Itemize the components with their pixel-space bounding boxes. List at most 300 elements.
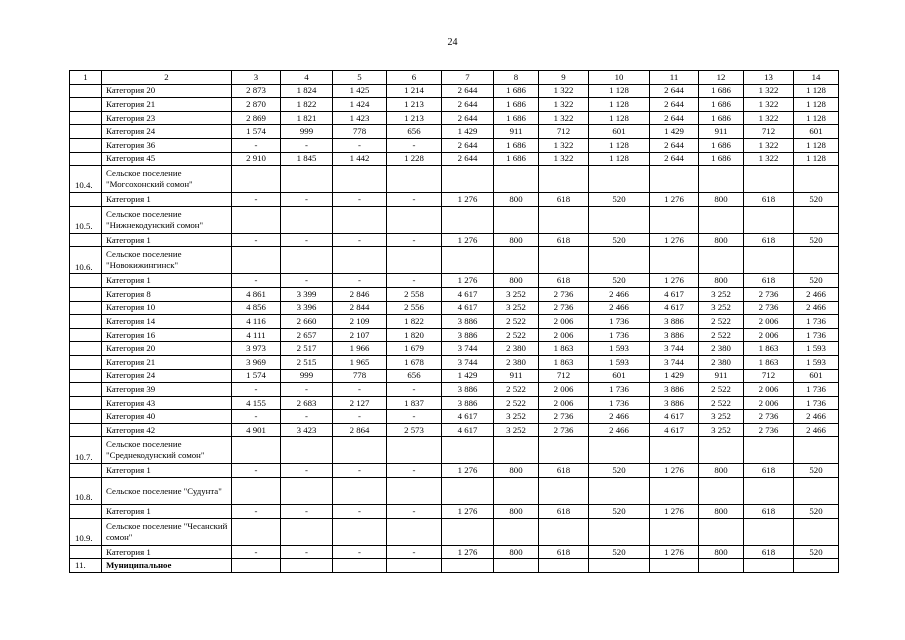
value-cell <box>794 166 839 193</box>
value-cell: 2 380 <box>699 355 744 369</box>
value-cell <box>387 247 442 274</box>
value-cell <box>699 559 744 573</box>
value-cell: 1 128 <box>794 98 839 112</box>
value-cell: 1 128 <box>589 84 650 98</box>
value-cell: 2 846 <box>333 287 387 301</box>
value-cell <box>539 559 589 573</box>
value-cell: 2 006 <box>539 396 589 410</box>
value-cell: 520 <box>589 233 650 247</box>
value-cell: 1 276 <box>650 464 699 478</box>
value-cell: 4 116 <box>232 315 281 329</box>
row-name: Категория 20 <box>102 84 232 98</box>
value-cell: 2 644 <box>442 84 494 98</box>
value-cell: 800 <box>699 464 744 478</box>
value-cell: 2 522 <box>494 383 539 397</box>
value-cell <box>442 166 494 193</box>
value-cell: 1 686 <box>494 138 539 152</box>
value-cell: - <box>232 383 281 397</box>
value-cell <box>650 437 699 464</box>
value-cell <box>744 247 794 274</box>
value-cell: 1 128 <box>589 152 650 166</box>
value-cell: 1 686 <box>494 84 539 98</box>
value-cell: - <box>232 138 281 152</box>
value-cell: - <box>387 274 442 288</box>
value-cell <box>442 206 494 233</box>
value-cell <box>232 206 281 233</box>
value-cell: 1 593 <box>794 355 839 369</box>
value-cell <box>589 437 650 464</box>
section-row <box>70 518 839 545</box>
value-cell: - <box>387 464 442 478</box>
value-cell: 1 322 <box>539 84 589 98</box>
value-cell: 2 644 <box>650 84 699 98</box>
section-row <box>70 478 839 505</box>
value-cell <box>589 206 650 233</box>
value-cell <box>387 559 442 573</box>
value-cell: 1 686 <box>699 111 744 125</box>
value-cell <box>650 518 699 545</box>
header-cell: 5 <box>333 71 387 85</box>
row-name: Категория 1 <box>102 505 232 519</box>
value-cell: - <box>232 193 281 207</box>
value-cell: 2 870 <box>232 98 281 112</box>
value-cell: 3 886 <box>442 396 494 410</box>
header-cell: 14 <box>794 71 839 85</box>
header-cell: 13 <box>744 71 794 85</box>
value-cell <box>333 247 387 274</box>
value-cell <box>539 518 589 545</box>
value-cell <box>442 478 494 505</box>
table-row <box>70 355 839 369</box>
value-cell: 3 744 <box>650 355 699 369</box>
row-code <box>70 125 102 139</box>
value-cell: - <box>387 505 442 519</box>
value-cell: 2 644 <box>650 111 699 125</box>
value-cell: 2 556 <box>387 301 442 315</box>
value-cell: 800 <box>494 545 539 559</box>
value-cell: - <box>387 138 442 152</box>
value-cell <box>333 518 387 545</box>
value-cell: 2 006 <box>539 328 589 342</box>
table-row <box>70 315 839 329</box>
table-row <box>70 233 839 247</box>
value-cell: - <box>333 545 387 559</box>
row-code <box>70 233 102 247</box>
table-row <box>70 111 839 125</box>
value-cell: 2 522 <box>494 315 539 329</box>
value-cell <box>281 206 333 233</box>
value-cell: 520 <box>794 274 839 288</box>
row-code: 10.9. <box>70 518 102 545</box>
value-cell: 1 429 <box>650 125 699 139</box>
value-cell: - <box>281 545 333 559</box>
row-code: 10.6. <box>70 247 102 274</box>
value-cell: - <box>281 138 333 152</box>
row-code <box>70 193 102 207</box>
value-cell: 2 522 <box>699 315 744 329</box>
value-cell: - <box>387 545 442 559</box>
value-cell: 3 744 <box>442 355 494 369</box>
row-code <box>70 355 102 369</box>
value-cell: 3 973 <box>232 342 281 356</box>
value-cell: 1 213 <box>387 111 442 125</box>
value-cell: 618 <box>539 193 589 207</box>
header-cell: 6 <box>387 71 442 85</box>
value-cell: 2 466 <box>794 301 839 315</box>
value-cell: 520 <box>794 193 839 207</box>
value-cell: 1 863 <box>744 342 794 356</box>
table-row <box>70 342 839 356</box>
value-cell: 3 744 <box>442 342 494 356</box>
value-cell <box>387 518 442 545</box>
value-cell: 1 322 <box>539 98 589 112</box>
value-cell: 2 380 <box>494 342 539 356</box>
value-cell <box>794 437 839 464</box>
value-cell: 2 127 <box>333 396 387 410</box>
value-cell: - <box>333 274 387 288</box>
value-cell: - <box>232 505 281 519</box>
value-cell: 911 <box>699 369 744 383</box>
value-cell: 999 <box>281 125 333 139</box>
value-cell: 2 736 <box>744 287 794 301</box>
row-name: Категория 42 <box>102 423 232 437</box>
value-cell: 1 276 <box>650 193 699 207</box>
value-cell: 800 <box>699 545 744 559</box>
row-code <box>70 369 102 383</box>
row-name: Категория 21 <box>102 98 232 112</box>
value-cell: 2 683 <box>281 396 333 410</box>
value-cell <box>794 247 839 274</box>
value-cell: 4 617 <box>650 287 699 301</box>
value-cell: 2 522 <box>699 396 744 410</box>
header-cell: 2 <box>102 71 232 85</box>
table-row <box>70 423 839 437</box>
value-cell: 618 <box>744 545 794 559</box>
value-cell: 1 128 <box>589 111 650 125</box>
value-cell: 1 276 <box>442 233 494 247</box>
page-number: 24 <box>447 37 458 48</box>
value-cell: - <box>333 410 387 424</box>
value-cell: 2 736 <box>539 410 589 424</box>
value-cell: 3 252 <box>699 301 744 315</box>
value-cell <box>539 437 589 464</box>
value-cell: 2 573 <box>387 423 442 437</box>
value-cell: 1 686 <box>494 98 539 112</box>
row-code <box>70 111 102 125</box>
value-cell: 3 969 <box>232 355 281 369</box>
value-cell: 911 <box>699 125 744 139</box>
value-cell: 1 593 <box>794 342 839 356</box>
value-cell: - <box>333 383 387 397</box>
value-cell: - <box>387 233 442 247</box>
value-cell <box>281 166 333 193</box>
value-cell: - <box>333 464 387 478</box>
value-cell: 1 276 <box>442 274 494 288</box>
value-cell <box>387 206 442 233</box>
value-cell: 1 686 <box>494 111 539 125</box>
value-cell: - <box>333 193 387 207</box>
value-cell <box>744 478 794 505</box>
value-cell <box>232 437 281 464</box>
value-cell <box>232 247 281 274</box>
value-cell <box>442 437 494 464</box>
row-code <box>70 328 102 342</box>
row-name: Категория 24 <box>102 125 232 139</box>
value-cell: 618 <box>744 233 794 247</box>
table-row <box>70 396 839 410</box>
row-name: Категория 1 <box>102 233 232 247</box>
row-name: Категория 36 <box>102 138 232 152</box>
value-cell: 2 644 <box>650 98 699 112</box>
value-cell: 911 <box>494 125 539 139</box>
row-code <box>70 383 102 397</box>
value-cell <box>744 518 794 545</box>
value-cell: 2 558 <box>387 287 442 301</box>
value-cell: 2 736 <box>539 287 589 301</box>
value-cell: 2 873 <box>232 84 281 98</box>
value-cell: 2 736 <box>744 410 794 424</box>
value-cell: 3 252 <box>494 423 539 437</box>
value-cell: 1 276 <box>650 233 699 247</box>
value-cell: 2 006 <box>744 328 794 342</box>
value-cell: 4 617 <box>442 423 494 437</box>
row-name: Сельское поселение "Чесанский сомон" <box>102 518 232 545</box>
value-cell: 712 <box>539 369 589 383</box>
value-cell: 618 <box>744 193 794 207</box>
value-cell <box>333 437 387 464</box>
value-cell <box>650 166 699 193</box>
table-row <box>70 410 839 424</box>
value-cell <box>699 478 744 505</box>
value-cell: 3 886 <box>650 315 699 329</box>
row-name: Сельское поселение "Могсохонский сомон" <box>102 166 232 193</box>
row-code <box>70 274 102 288</box>
value-cell: 1 442 <box>333 152 387 166</box>
header-cell: 8 <box>494 71 539 85</box>
value-cell: 1 679 <box>387 342 442 356</box>
value-cell: 1 423 <box>333 111 387 125</box>
value-cell: 2 466 <box>589 423 650 437</box>
value-cell: 2 644 <box>442 111 494 125</box>
value-cell: 2 644 <box>650 152 699 166</box>
value-cell: 1 128 <box>589 138 650 152</box>
value-cell <box>333 166 387 193</box>
row-name: Сельское поселение "Судунта" <box>102 478 232 505</box>
value-cell: 800 <box>494 193 539 207</box>
value-cell: 2 466 <box>794 423 839 437</box>
value-cell: 2 380 <box>699 342 744 356</box>
value-cell <box>650 206 699 233</box>
value-cell: 1 276 <box>442 505 494 519</box>
value-cell: 1 322 <box>744 84 794 98</box>
value-cell: 3 886 <box>650 396 699 410</box>
row-name: Категория 39 <box>102 383 232 397</box>
row-name: Сельское поселение "Среднекодунский сомон" <box>102 437 232 464</box>
value-cell: 3 252 <box>699 287 744 301</box>
value-cell <box>494 559 539 573</box>
header-cell: 7 <box>442 71 494 85</box>
section-row <box>70 247 839 274</box>
table-row <box>70 505 839 519</box>
row-code <box>70 396 102 410</box>
value-cell <box>494 247 539 274</box>
value-cell: 618 <box>539 505 589 519</box>
table-row <box>70 369 839 383</box>
tariff-table <box>69 70 839 573</box>
value-cell: 4 617 <box>442 287 494 301</box>
row-code: 11. <box>70 559 102 573</box>
value-cell: 2 522 <box>494 328 539 342</box>
value-cell: 1 736 <box>794 315 839 329</box>
table-row <box>70 152 839 166</box>
value-cell: 2 844 <box>333 301 387 315</box>
table-row <box>70 287 839 301</box>
value-cell: 1 845 <box>281 152 333 166</box>
value-cell <box>494 478 539 505</box>
row-name: Категория 1 <box>102 464 232 478</box>
value-cell <box>744 166 794 193</box>
value-cell: 3 396 <box>281 301 333 315</box>
value-cell: 2 736 <box>539 301 589 315</box>
value-cell <box>281 478 333 505</box>
value-cell: 800 <box>699 274 744 288</box>
value-cell: 2 522 <box>494 396 539 410</box>
value-cell: 1 593 <box>589 342 650 356</box>
value-cell: 1 736 <box>794 396 839 410</box>
value-cell: 2 522 <box>699 328 744 342</box>
row-code <box>70 545 102 559</box>
value-cell: - <box>281 464 333 478</box>
value-cell: - <box>333 138 387 152</box>
value-cell: 520 <box>589 193 650 207</box>
value-cell: 2 910 <box>232 152 281 166</box>
value-cell: 520 <box>794 545 839 559</box>
value-cell: 1 863 <box>539 342 589 356</box>
value-cell: 601 <box>794 369 839 383</box>
row-name: Категория 20 <box>102 342 232 356</box>
row-name: Сельское поселение "Нижнекодунский сомон" <box>102 206 232 233</box>
value-cell: - <box>232 233 281 247</box>
value-cell <box>333 559 387 573</box>
value-cell: 2 466 <box>794 410 839 424</box>
table-row <box>70 383 839 397</box>
value-cell: 1 213 <box>387 98 442 112</box>
value-cell: 656 <box>387 369 442 383</box>
value-cell: 3 399 <box>281 287 333 301</box>
value-cell: 2 644 <box>442 98 494 112</box>
value-cell: 520 <box>589 464 650 478</box>
row-name: Категория 40 <box>102 410 232 424</box>
value-cell: 1 128 <box>794 84 839 98</box>
value-cell: - <box>387 193 442 207</box>
value-cell: 1 837 <box>387 396 442 410</box>
value-cell: 1 429 <box>650 369 699 383</box>
value-cell: 2 736 <box>744 423 794 437</box>
value-cell <box>794 559 839 573</box>
value-cell: 800 <box>699 505 744 519</box>
value-cell <box>589 559 650 573</box>
value-cell: 1 822 <box>387 315 442 329</box>
row-code <box>70 315 102 329</box>
value-cell: 2 006 <box>539 315 589 329</box>
value-cell: 3 252 <box>699 423 744 437</box>
value-cell: 2 109 <box>333 315 387 329</box>
row-code <box>70 342 102 356</box>
value-cell: 800 <box>494 505 539 519</box>
value-cell: - <box>281 383 333 397</box>
value-cell: 1 128 <box>794 138 839 152</box>
value-cell: 4 617 <box>442 410 494 424</box>
row-name: Категория 21 <box>102 355 232 369</box>
value-cell: 911 <box>494 369 539 383</box>
value-cell <box>281 247 333 274</box>
value-cell: 2 657 <box>281 328 333 342</box>
row-name: Категория 1 <box>102 193 232 207</box>
row-name: Категория 1 <box>102 545 232 559</box>
value-cell: 1 686 <box>699 152 744 166</box>
value-cell: - <box>333 505 387 519</box>
value-cell: 601 <box>589 369 650 383</box>
row-code <box>70 84 102 98</box>
value-cell: 618 <box>539 545 589 559</box>
value-cell <box>281 437 333 464</box>
value-cell: 618 <box>744 464 794 478</box>
value-cell: 1 424 <box>333 98 387 112</box>
value-cell <box>281 559 333 573</box>
value-cell <box>650 559 699 573</box>
value-cell <box>539 478 589 505</box>
value-cell: 1 322 <box>744 111 794 125</box>
value-cell: 800 <box>699 193 744 207</box>
value-cell: 2 522 <box>699 383 744 397</box>
table-row <box>70 545 839 559</box>
value-cell: 1 276 <box>442 193 494 207</box>
value-cell: 2 736 <box>744 301 794 315</box>
value-cell: 1 736 <box>589 383 650 397</box>
row-code <box>70 410 102 424</box>
row-code <box>70 287 102 301</box>
row-code: 10.7. <box>70 437 102 464</box>
value-cell <box>699 247 744 274</box>
row-code: 10.8. <box>70 478 102 505</box>
value-cell: 2 736 <box>539 423 589 437</box>
value-cell <box>494 166 539 193</box>
value-cell: - <box>232 410 281 424</box>
value-cell: 1 822 <box>281 98 333 112</box>
value-cell: 618 <box>539 464 589 478</box>
municipal-row <box>70 559 839 573</box>
value-cell: 618 <box>539 233 589 247</box>
row-code <box>70 464 102 478</box>
table-row <box>70 464 839 478</box>
value-cell: 1 736 <box>589 396 650 410</box>
value-cell: 999 <box>281 369 333 383</box>
value-cell: 520 <box>794 505 839 519</box>
table-body <box>70 71 839 573</box>
value-cell: - <box>281 410 333 424</box>
value-cell: 1 322 <box>539 111 589 125</box>
row-code: 10.4. <box>70 166 102 193</box>
value-cell: 1 736 <box>589 328 650 342</box>
value-cell: 1 686 <box>699 84 744 98</box>
value-cell: - <box>281 274 333 288</box>
value-cell: 712 <box>744 369 794 383</box>
value-cell: 1 824 <box>281 84 333 98</box>
value-cell <box>232 478 281 505</box>
value-cell: 1 128 <box>589 98 650 112</box>
table-row <box>70 328 839 342</box>
value-cell: 2 644 <box>442 152 494 166</box>
